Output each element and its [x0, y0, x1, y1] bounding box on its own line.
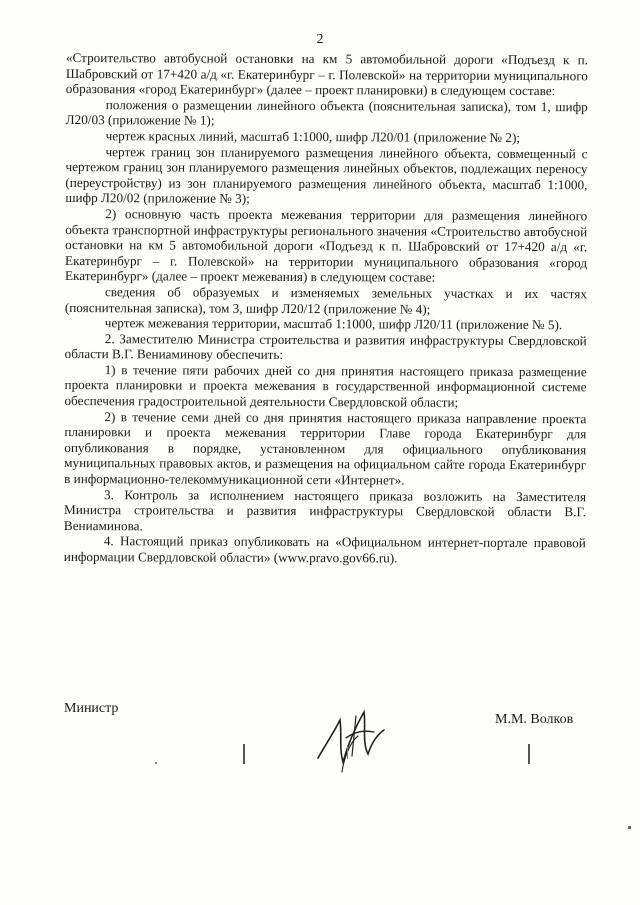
scan-artifact-dot-right	[628, 826, 631, 829]
handwritten-signature	[312, 698, 412, 783]
paragraph-item-4: 4. Настоящий приказ опубликовать на «Официальном интернет-портале правовой информации Свердловской области» (www.pravo.gov66.ru).	[63, 533, 586, 566]
scan-artifact-mid	[347, 745, 348, 759]
paragraph-item-3: 3. Контроль за исполнением настоящего приказа возложить на Заместителя Министра строительства и развития инфраструктуры Свердловской области В.Г. Вениаминова.	[63, 486, 587, 534]
paragraph-surveying-project: 2) основную часть проекта межевания территории для размещения линейного объекта транспортной инфраструктуры регионального значения «Строительство автобусной остановки на км 5 автомобильной дороги «Подъезд к п. Шабровский от 17+420 а/д «г. Екатеринбург – г. Полевской» на территории муниципального образования «город Екатеринбург» (далее – проект межевания) в следующем составе:	[64, 206, 588, 285]
paragraph-linear-object-provisions: положения о размещении линейного объекта (пояснительная записка), том 1, шифр Л20/03 (приложение № 1);	[65, 96, 588, 129]
paragraph-surveying-drawing: чертеж межевания территории, масштаб 1:1000, шифр Л20/11 (приложение № 5).	[104, 315, 563, 333]
paragraph-red-lines-drawing: чертеж красных линий, масштаб 1:1000, шифр Л20/01 (приложение № 2);	[105, 128, 521, 145]
scan-artifact-dot-left	[155, 762, 157, 764]
paragraph-zones-drawing: чертеж границ зон планируемого размещения линейного объекта, совмещенный с чертежом границ зон планируемого размещения линейных объектов, подлежащих переносу (переустройству) из зон планируемого размещения линейного объекта, масштаб 1:1000, шифр Л20/02 (приложение № 3);	[65, 143, 588, 207]
paragraph-item-2: 2. Заместителю Министра строительства и развития инфраструктуры Свердловской области В.Г. Вениаминову обеспечить:	[64, 330, 587, 363]
scan-artifact-right	[528, 744, 530, 764]
paragraph-item-2-2: 2) в течение семи дней со дня принятия настоящего приказа направление проекта планировки и проекта межевания территории Главе города Екатеринбург для опубликования в порядке, установленном для официального опубликования муниципальных правовых актов, и размещения на официальном сайте города Екатеринбург в информационно-телекоммуникационной сети «Интернет».	[64, 408, 587, 488]
scan-artifact-left	[243, 744, 245, 764]
signatory-name: М.М. Волков	[495, 712, 574, 727]
page-number: 2	[316, 32, 324, 47]
document-body	[64, 50, 588, 567]
signatory-position: Министр	[64, 701, 119, 716]
paragraph-land-plots-info: сведения об образуемых и изменяемых земельных участках и их частях (пояснительная записка), том 3, шифр Л20/12 (приложение № 4);	[64, 284, 587, 317]
paragraph-item-2-1: 1) в течение пяти рабочих дней со дня принятия настоящего приказа размещение проекта планировки и проекта межевания в государственной информационной системе обеспечения градостроительной деятельности Свердловской области;	[64, 362, 587, 410]
paragraph-planning-project: «Строительство автобусной остановки на км 5 автомобильной дороги «Подъезд к п. Шабровский от 17+420 а/д «г. Екатеринбург – г. Полевской» на территории муниципального образования «город Екатеринбург» (далее – проект планировки) в следующем составе:	[65, 50, 588, 99]
